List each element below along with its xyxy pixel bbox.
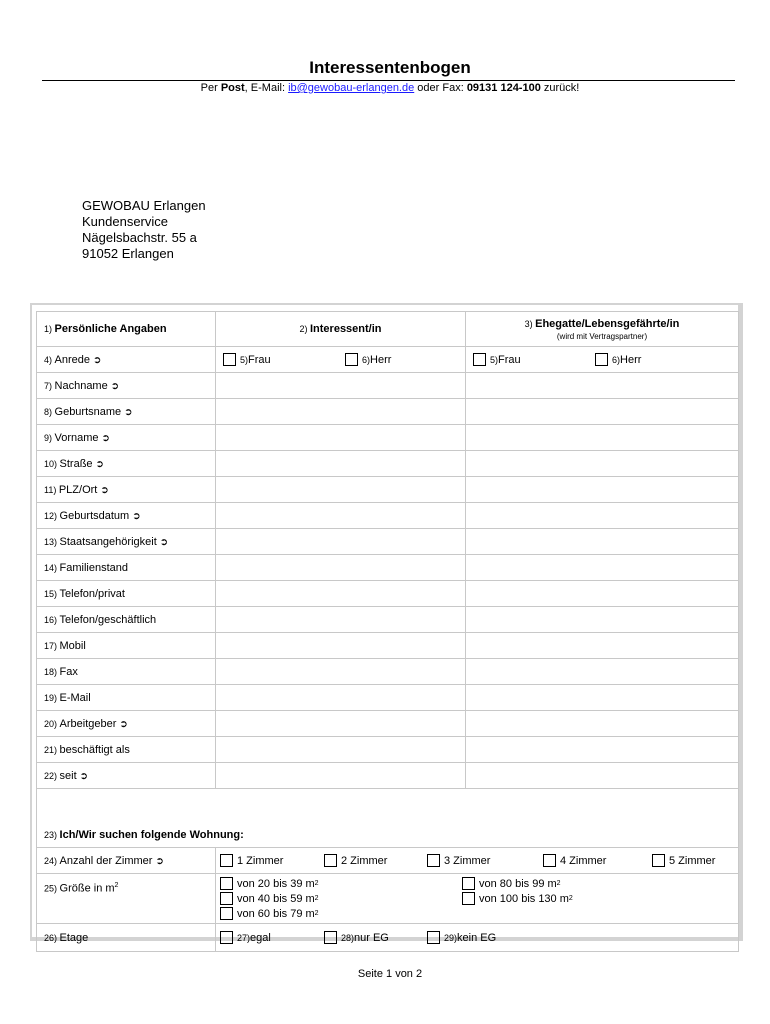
row-nachname [37,373,739,399]
input-applicant-email[interactable] [216,685,466,711]
input-partner-beschaeftigt-als[interactable] [466,737,739,763]
zimmer-options [216,848,739,874]
option-40-59[interactable]: von 40 bis 59 m 2 [220,892,462,905]
option-egal[interactable]: 27) egal [220,931,324,944]
option-80-99[interactable]: von 80 bis 99 m 2 [462,877,702,890]
input-partner-strasse[interactable] [466,451,739,477]
row-staatsangehoerigkeit [37,529,739,555]
checkbox-4-zimmer[interactable] [543,854,556,867]
input-applicant-staatsangehoerigkeit[interactable] [216,529,466,555]
checkbox-60-79[interactable] [220,907,233,920]
row-strasse [37,451,739,477]
input-applicant-familienstand[interactable] [216,555,466,581]
arrow-icon: ➲ [79,770,89,782]
arrow-icon: ➲ [119,718,128,730]
checkbox-80-99[interactable] [462,877,475,890]
option-4-zimmer[interactable]: 4 Zimmer [543,854,652,867]
anrede-applicant [216,347,466,373]
option-nur-eg[interactable]: 28) nur EG [324,931,427,944]
option-herr[interactable]: 6) Herr [345,353,391,366]
anrede-partner [466,347,739,373]
field-label: 22) seit ➲ [37,763,216,789]
checkbox-40-59[interactable] [220,892,233,905]
arrow-icon: ➲ [132,510,141,522]
header-partner: 3) Ehegatte/Lebensgefährte/in (wird mit Vertragspartner) [466,312,739,347]
checkbox-kein-eg[interactable] [427,931,440,944]
application-form [36,311,739,952]
row-arbeitgeber [37,711,739,737]
input-applicant-plz-ort[interactable] [216,477,466,503]
input-applicant-telefon-privat[interactable] [216,581,466,607]
row-wohnung-heading [37,789,739,848]
fax-number: 09131 124-100 [466,82,541,94]
input-partner-staatsangehoerigkeit[interactable] [466,529,739,555]
input-partner-seit[interactable] [466,763,739,789]
row-familienstand [37,555,739,581]
field-label: 19) E-Mail [37,685,216,711]
subtitle-fax-label: oder Fax: [414,82,467,94]
option-60-79[interactable]: von 60 bis 79 m 2 [220,907,462,920]
recipient-address [82,198,206,262]
field-label: 14) Familienstand [37,555,216,581]
option-5-zimmer[interactable]: 5 Zimmer [652,854,715,867]
input-applicant-mobil[interactable] [216,633,466,659]
arrow-icon: ➲ [155,855,164,867]
arrow-icon: ➲ [159,536,169,548]
row-email [37,685,739,711]
input-partner-nachname[interactable] [466,373,739,399]
option-100-130[interactable]: von 100 bis 130 m 2 [462,892,702,905]
field-label: 17) Mobil [37,633,216,659]
address-line-4: 91052 Erlangen [82,246,174,261]
input-partner-geburtsname[interactable] [466,399,739,425]
email-link[interactable]: ib@gewobau-erlangen.de [288,82,415,94]
checkbox-herr[interactable] [345,353,358,366]
input-applicant-arbeitgeber[interactable] [216,711,466,737]
input-applicant-nachname[interactable] [216,373,466,399]
row-telefon-geschaeftlich [37,607,739,633]
field-label: 10) Straße ➲ [37,451,216,477]
field-label: 21) beschäftigt als [37,737,216,763]
subtitle [0,82,770,94]
option-3-zimmer[interactable]: 3 Zimmer [427,854,543,867]
input-applicant-telefon-geschaeftlich[interactable] [216,607,466,633]
arrow-icon: ➲ [124,406,133,418]
subtitle-email-label: , E-Mail: [244,82,289,94]
etage-options [216,924,739,952]
header-personal: 1) Persönliche Angaben [37,312,216,347]
input-partner-telefon-geschaeftlich[interactable] [466,607,739,633]
page-number: Seite 1 von 2 [357,968,423,980]
checkbox-frau-partner[interactable] [473,353,486,366]
option-frau-partner[interactable]: 5) Frau [473,353,595,366]
input-partner-vorname[interactable] [466,425,739,451]
field-label: 18) Fax [37,659,216,685]
row-fax [37,659,739,685]
row-beschaeftigt-als [37,737,739,763]
row-geburtsname [37,399,739,425]
arrow-icon: ➲ [101,432,110,444]
input-applicant-geburtsdatum[interactable] [216,503,466,529]
address-line-2: Kundenservice [82,214,168,229]
subtitle-suffix: zurück! [540,82,580,94]
option-1-zimmer[interactable]: 1 Zimmer [220,854,324,867]
option-20-39[interactable]: von 20 bis 39 m 2 [220,877,462,890]
document-title: Interessentenbogen [309,58,471,77]
checkbox-2-zimmer[interactable] [324,854,337,867]
checkbox-20-39[interactable] [220,877,233,890]
field-label: 24) Anzahl der Zimmer ➲ [37,848,216,874]
option-herr-partner[interactable]: 6) Herr [595,353,641,366]
checkbox-egal[interactable] [220,931,233,944]
partner-note: (wird mit Vertragspartner) [556,331,648,341]
checkbox-1-zimmer[interactable] [220,854,233,867]
checkbox-5-zimmer[interactable] [652,854,665,867]
row-zimmer [37,848,739,874]
field-label: 13) Staatsangehörigkeit ➲ [37,529,216,555]
row-groesse [37,874,739,924]
input-applicant-strasse[interactable] [216,451,466,477]
input-partner-plz-ort[interactable] [466,477,739,503]
label-anrede: 4) Anrede ➲ [37,347,216,373]
wohnung-heading: 23) Ich/Wir suchen folgende Wohnung: [37,789,739,848]
field-label: 7) Nachname ➲ [37,373,216,399]
arrow-icon: ➲ [100,484,109,496]
row-plz-ort [37,477,739,503]
checkbox-herr-partner[interactable] [595,353,608,366]
field-label: 9) Vorname ➲ [37,425,216,451]
checkbox-frau[interactable] [223,353,236,366]
arrow-icon: ➲ [110,380,120,392]
field-label: 25) Größe in $m^2$ [37,874,216,924]
input-partner-familienstand[interactable] [466,555,739,581]
arrow-icon: ➲ [95,458,104,470]
field-label: 12) Geburtsdatum ➲ [37,503,216,529]
option-kein-eg[interactable]: 29) kein EG [427,931,496,944]
checkbox-3-zimmer[interactable] [427,854,440,867]
groesse-options [216,874,739,924]
field-label: 16) Telefon/geschäftlich [37,607,216,633]
address-line-1: GEWOBAU Erlangen [82,198,206,213]
input-applicant-vorname[interactable] [216,425,466,451]
input-partner-arbeitgeber[interactable] [466,711,739,737]
row-anrede [37,347,739,373]
address-line-3: Nägelsbachstr. 55 a [82,230,197,245]
form-header-row [37,312,739,347]
input-partner-telefon-privat[interactable] [466,581,739,607]
row-seit [37,763,739,789]
title-rule [42,80,735,81]
field-label: 26) Etage [37,924,216,952]
input-partner-email[interactable] [466,685,739,711]
field-label: 15) Telefon/privat [37,581,216,607]
input-partner-geburtsdatum[interactable] [466,503,739,529]
option-frau[interactable]: 5) Frau [223,353,345,366]
input-partner-fax[interactable] [466,659,739,685]
input-applicant-geburtsname[interactable] [216,399,466,425]
row-telefon-privat [37,581,739,607]
option-2-zimmer[interactable]: 2 Zimmer [324,854,427,867]
arrow-icon: ➲ [93,354,102,366]
checkbox-100-130[interactable] [462,892,475,905]
subtitle-prefix: Per [200,82,221,94]
input-applicant-seit[interactable] [216,763,466,789]
row-mobil [37,633,739,659]
field-label: 11) PLZ/Ort ➲ [37,477,216,503]
input-partner-mobil[interactable] [466,633,739,659]
subtitle-post: Post [220,82,245,94]
row-geburtsdatum [37,503,739,529]
input-applicant-beschaeftigt-als[interactable] [216,737,466,763]
field-label: 20) Arbeitgeber ➲ [37,711,216,737]
header-applicant: 2) Interessent/in [216,312,466,347]
row-vorname [37,425,739,451]
row-etage [37,924,739,952]
input-applicant-fax[interactable] [216,659,466,685]
field-label: 8) Geburtsname ➲ [37,399,216,425]
checkbox-nur-eg[interactable] [324,931,337,944]
